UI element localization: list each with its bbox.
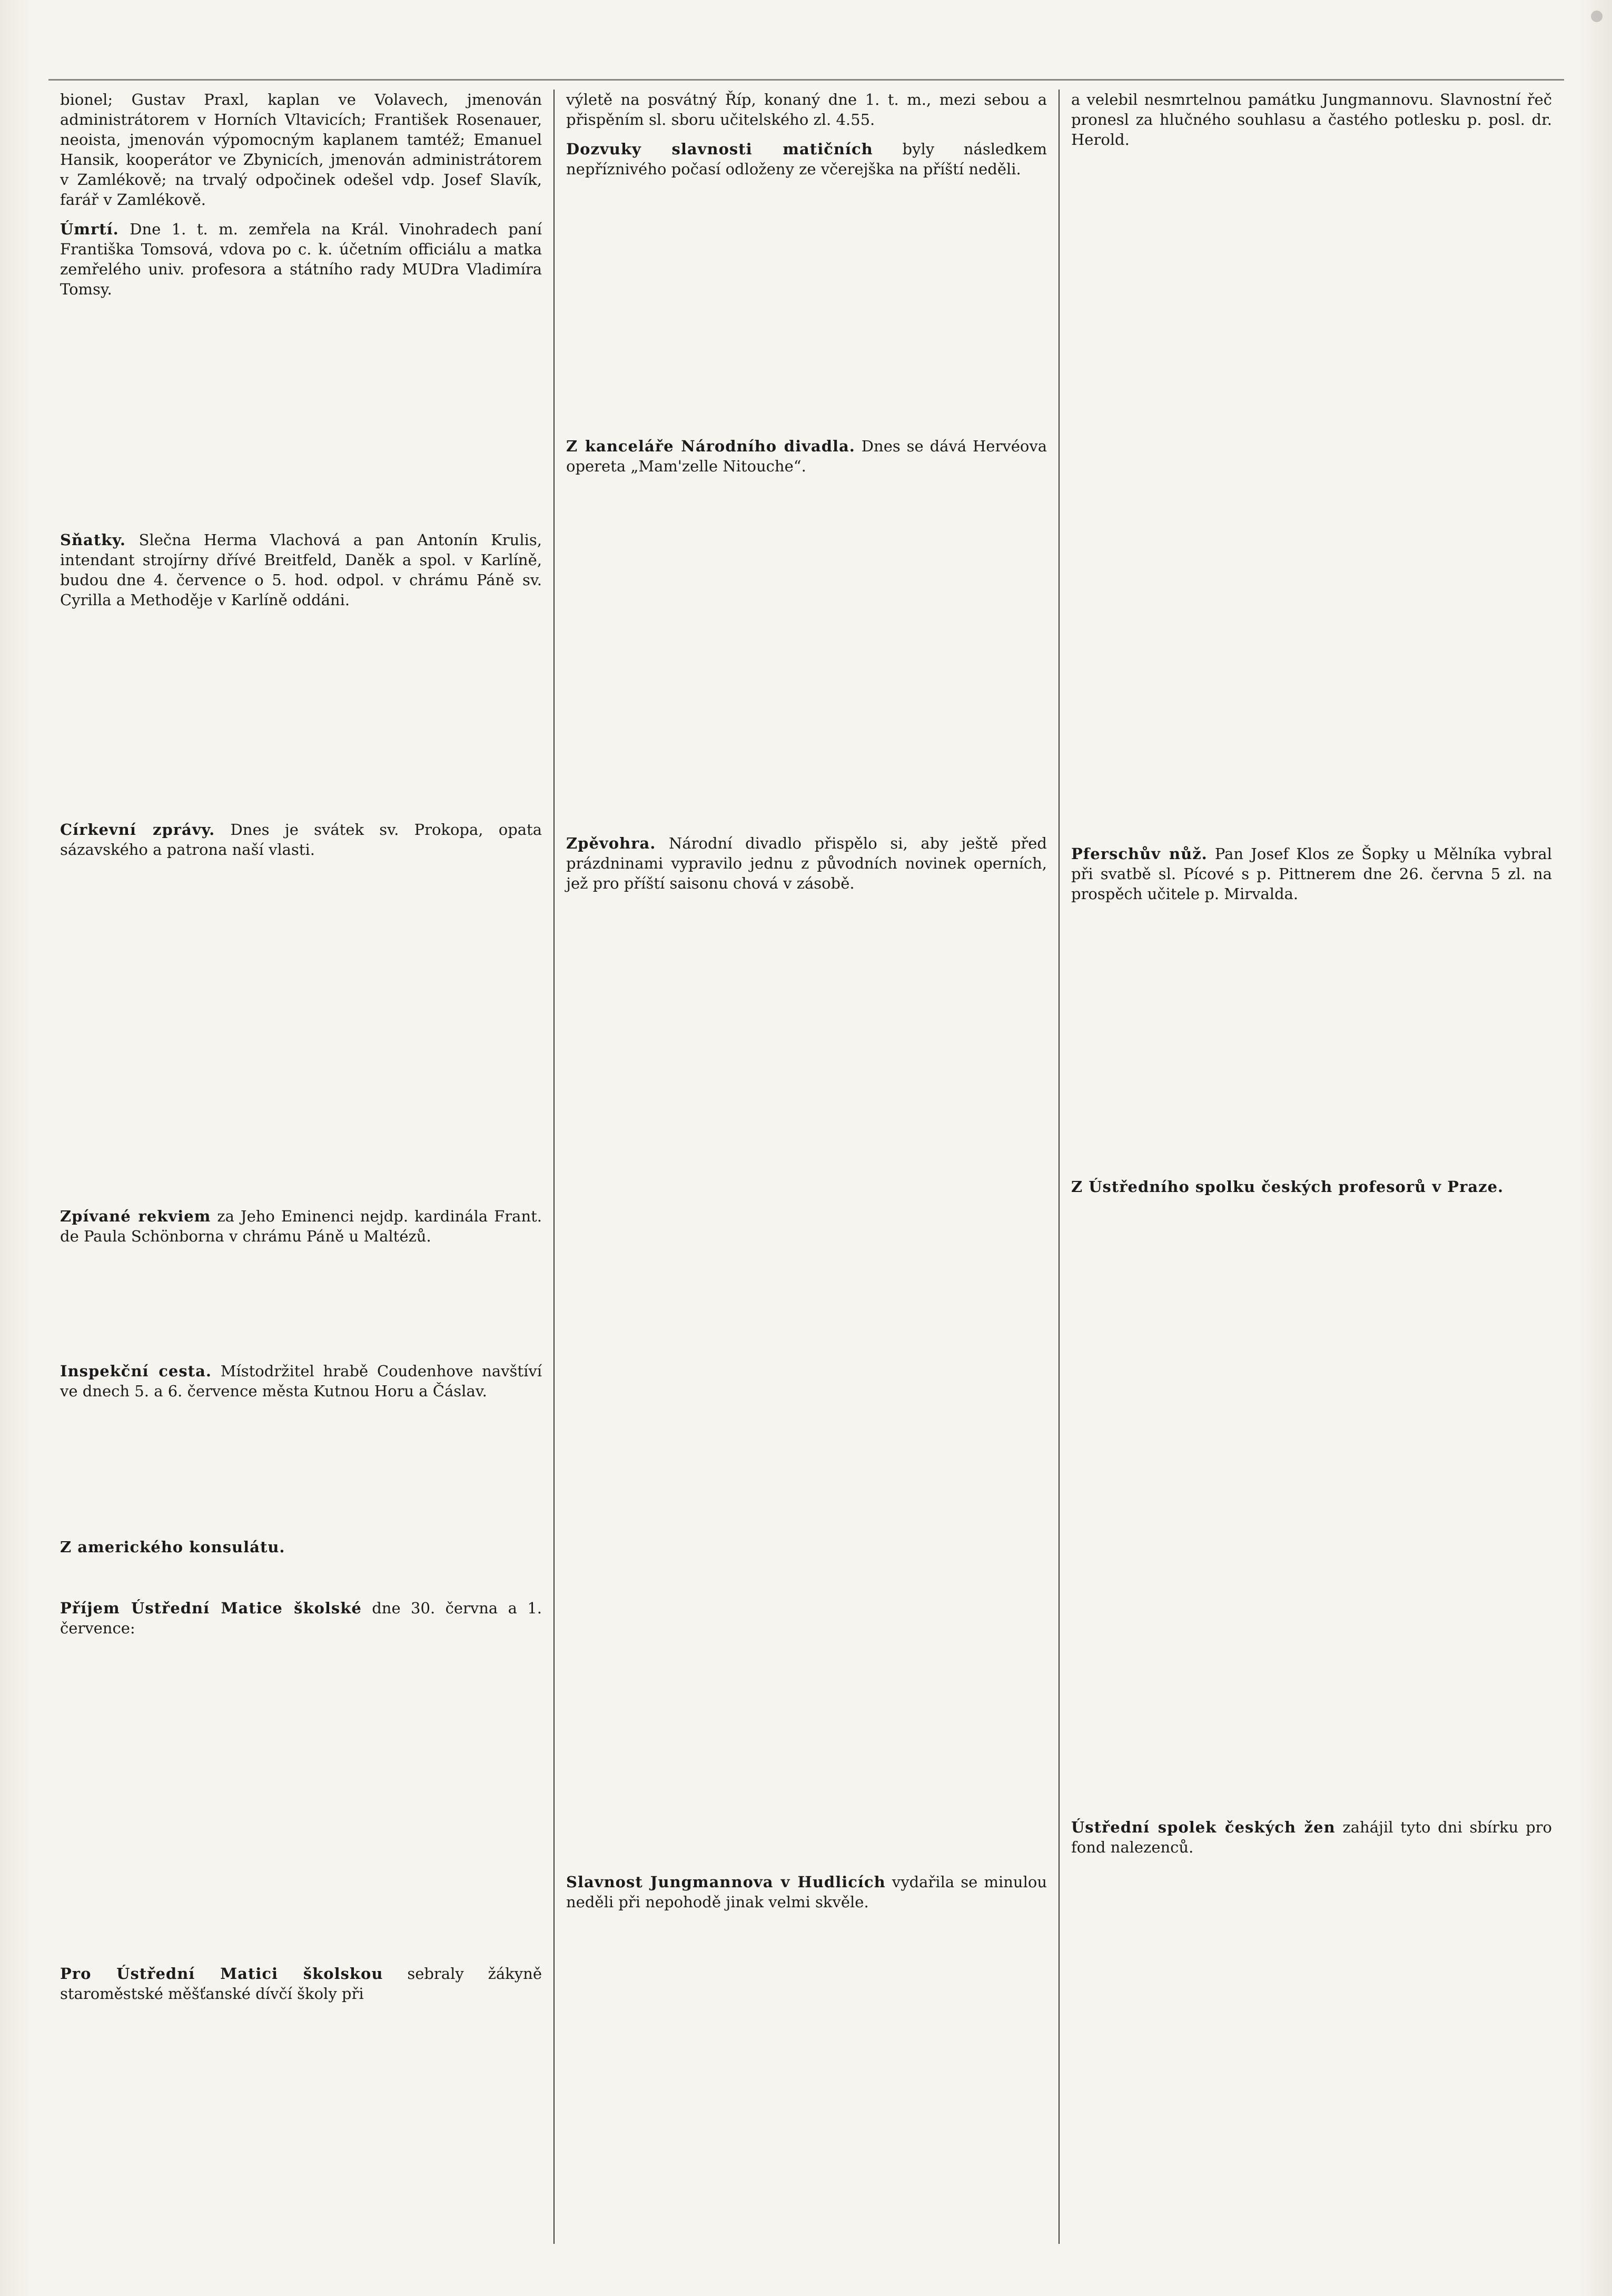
- news-item-text: [60, 820, 542, 860]
- news-item-text: [566, 833, 1047, 893]
- news-item: [60, 1964, 542, 2004]
- news-item-heading: Z Ústředního spolku českých profesorů v Praze.: [1071, 1178, 1504, 1196]
- news-item-heading: Pro Ústřední Matici školskou: [60, 1965, 383, 1983]
- top-rule: [48, 79, 1564, 81]
- news-item-text: [1071, 1817, 1552, 1857]
- news-item: [60, 530, 542, 610]
- news-item: [1071, 1817, 1552, 1857]
- news-item-body: za Jeho Eminenci nejdp. kardinála Frant. de Paula Schönborna v chrámu Páně u Maltézů.: [60, 1207, 542, 1245]
- news-item: [60, 1537, 542, 1557]
- news-item-body: dne 30. června a 1. července:: [60, 1599, 542, 1637]
- news-item-body: Dne 1. t. m. zemřela na Král. Vinohradech paní Františka Tomsová, vdova po c. k. účetním officiálu a matka zemřelého univ. profesora a státního rady MUDra Vladimíra Tomsy.: [60, 220, 542, 298]
- news-item-body: Národní divadlo přispělo si, aby ještě před prázdninami vypravilo jednu z původních novinek operních, jež pro příští saisonu chová v zásobě.: [566, 834, 1047, 892]
- news-item-text: [566, 1872, 1047, 1912]
- news-item-body: Pan Josef Klos ze Šopky u Mělníka vybral při svatbě sl. Pícové s p. Pittnerem dne 26. června 5 zl. na prospěch učitele p. Mirvalda.: [1071, 845, 1552, 903]
- news-item-body: sebraly žákyně staroměstské měšťanské dívčí školy při: [60, 1965, 542, 2003]
- news-item: [566, 139, 1047, 179]
- illegible-gap: [1071, 159, 1552, 844]
- news-item-heading: Sňatky.: [60, 531, 126, 549]
- news-item: [60, 219, 542, 299]
- news-item-text: bionel; Gustav Praxl, kaplan ve Volavech, jmenován administrátorem v Horních Vltavicích; František Rosenauer, neoista, jmenován výpomocným kaplanem tamtéž; Emanuel Hansik, kooperátor ve Zbynicích, jmenován administrátorem v Zamlékově; na trvalý odpočinek odešel vdp. Josef Slavík, farář v Zamlékově.: [60, 91, 542, 209]
- news-item-body: Dnes se dává Hervéova opereta „Mam'zelle Nitouche“.: [566, 437, 1047, 475]
- news-item-text: [60, 1206, 542, 1246]
- column-3: [1059, 90, 1564, 2244]
- news-item-text: [1071, 1177, 1552, 1197]
- news-item-text: a velebil nesmrtelnou památku Jungmannovu. Slavnostní řeč pronesl za hlučného souhlasu a častého potlesku p. posl. dr. Herold.: [1071, 91, 1552, 149]
- illegible-gap: [566, 903, 1047, 1872]
- news-item-body: Slečna Herma Vlachová a pan Antonín Krulis, intendant strojírny dřívé Breitfeld, Daněk a spol. v Karlíně, budou dne 4. července o 5. hod. odpol. v chrámu Páně sv. Cyrilla a Methoděje v Karlíně oddáni.: [60, 531, 542, 609]
- news-item-heading: Církevní zprávy.: [60, 821, 215, 839]
- news-item-body: byly následkem nepříznivého počasí odloženy ze včerejška na příští neděli.: [566, 140, 1047, 178]
- punch-hole-mark: [1591, 11, 1603, 22]
- column-1: [48, 90, 553, 2244]
- illegible-gap: [60, 619, 542, 820]
- news-item-heading: Slavnost Jungmannova v Hudlicích: [566, 1873, 886, 1891]
- news-item: [566, 436, 1047, 476]
- news-item: [1071, 90, 1552, 150]
- news-item-text: [60, 1361, 542, 1401]
- news-item: [60, 90, 542, 210]
- news-item: [60, 1206, 542, 1246]
- illegible-gap: [60, 1256, 542, 1361]
- news-item: [1071, 844, 1552, 904]
- news-item-heading: Inspekční cesta.: [60, 1362, 212, 1380]
- news-item-text: [60, 530, 542, 610]
- illegible-gap: [1071, 913, 1552, 1177]
- news-item-text: [60, 1537, 542, 1557]
- news-item-body: Dnes je svátek sv. Prokopa, opata sázavského a patrona naší vlasti.: [60, 821, 542, 859]
- news-item-heading: Z kanceláře Národního divadla.: [566, 437, 855, 455]
- news-item-text: výletě na posvátný Říp, konaný dne 1. t. m., mezi sebou a přispěním sl. sboru učitelského zl. 4.55.: [566, 91, 1047, 129]
- news-item-heading: Úmrtí.: [60, 220, 119, 238]
- illegible-gap: [1071, 1206, 1552, 1817]
- news-item-heading: Zpěvohra.: [566, 834, 656, 852]
- news-item: [1071, 1177, 1552, 1197]
- article-columns: [48, 90, 1564, 2244]
- news-item: [566, 833, 1047, 893]
- news-item-text: [1071, 844, 1552, 904]
- news-item-body: vydařila se minulou neděli při nepohodě jinak velmi skvěle.: [566, 1873, 1047, 1911]
- news-item-heading: Dozvuky slavnosti matičních: [566, 140, 873, 158]
- news-item-heading: Z amerického konsulátu.: [60, 1538, 285, 1556]
- news-item-text: [566, 436, 1047, 476]
- news-item-text: [60, 219, 542, 299]
- illegible-gap: [60, 869, 542, 1206]
- news-item-text: [60, 1598, 542, 1638]
- news-item: [60, 1361, 542, 1401]
- news-item-heading: Ústřední spolek českých žen: [1071, 1818, 1336, 1836]
- news-item-body: Místodržitel hrabě Coudenhove navštíví ve dnech 5. a 6. července města Kutnou Horu a Čáslav.: [60, 1362, 542, 1400]
- illegible-gap: [60, 1648, 542, 1964]
- news-item: [566, 1872, 1047, 1912]
- news-item-text: [60, 1964, 542, 2004]
- illegible-gap: [60, 1566, 542, 1598]
- illegible-gap: [60, 1411, 542, 1537]
- illegible-gap: [60, 309, 542, 530]
- illegible-gap: [566, 486, 1047, 833]
- news-item-body: zahájil tyto dni sbírku pro fond nalezenců.: [1071, 1818, 1552, 1856]
- news-item-text: [566, 139, 1047, 179]
- news-item: [566, 90, 1047, 130]
- news-item: [60, 1598, 542, 1638]
- news-item-heading: Příjem Ústřední Matice školské: [60, 1599, 362, 1617]
- news-item: [60, 820, 542, 860]
- illegible-gap: [566, 189, 1047, 436]
- column-2: [553, 90, 1059, 2244]
- news-item-heading: Pferschův nůž.: [1071, 845, 1208, 863]
- news-item-heading: Zpívané rekviem: [60, 1207, 211, 1225]
